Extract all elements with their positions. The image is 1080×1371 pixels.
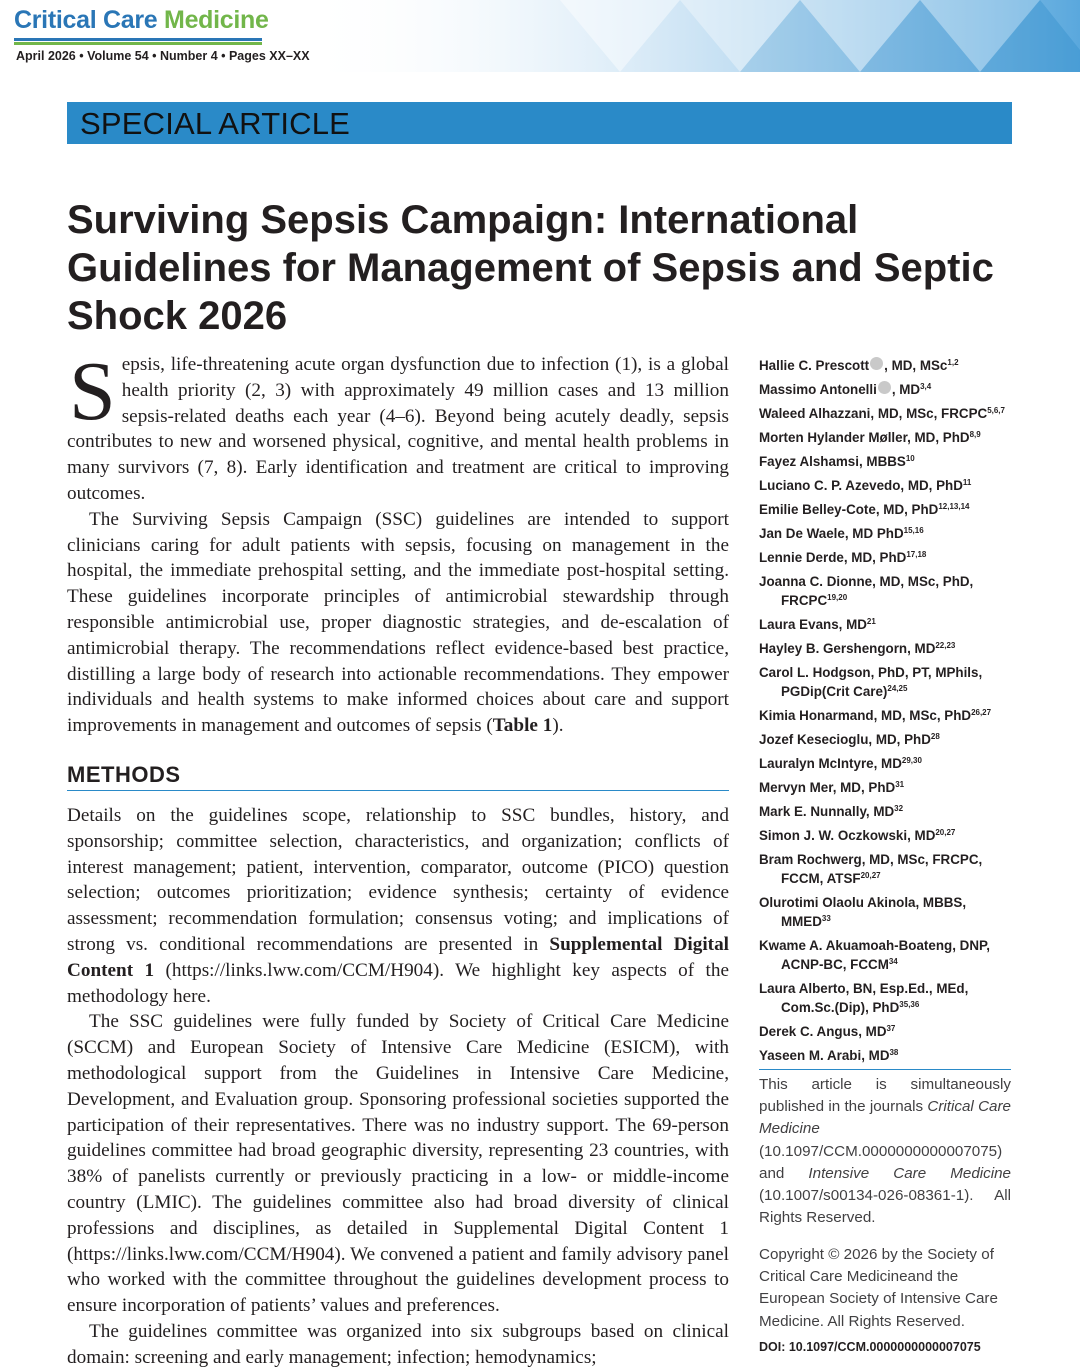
author-item [759,548,1019,567]
author-name[interactable]: Laura Alberto [759,981,846,996]
author-item [759,404,1019,423]
author-degrees: , MD, PhD [875,502,939,517]
author-degrees: , MD, PhD [843,550,907,565]
drop-cap: S [69,345,116,438]
author-affiliation: 33 [821,914,831,923]
author-affiliation: 17,18 [906,550,927,559]
author-degrees: , PhD, PT, MPhils, PGDip(Crit Care) [781,665,983,699]
author-degrees: , BN, Esp.Ed., MEd, Com.Sc.(Dip), PhD [781,981,969,1015]
author-degrees: , MD [873,756,902,771]
author-affiliation: 5,6,7 [987,406,1005,415]
author-degrees: , MD [891,382,921,397]
author-item [759,979,1019,1017]
author-affiliation: 26,27 [971,708,992,717]
author-affiliation: 31 [895,780,905,789]
journal-underline-blue [14,38,262,41]
author-item [759,428,1019,447]
author-item [759,754,1019,773]
author-item [759,802,1019,821]
author-item [759,1022,1019,1041]
author-degrees: , MD [865,804,895,819]
author-affiliation: 32 [894,804,904,813]
author-affiliation: 11 [962,478,972,487]
intro-section [67,345,729,739]
methods-section [67,803,729,1371]
author-item [759,850,1019,888]
author-item [759,572,1019,610]
table-1-link[interactable]: Table 1 [492,715,553,737]
methods-paragraph-3: The guidelines committee was organized into six subgroups based on clinical domain: screening and early management; infection; hemodynamics; [67,1320,729,1368]
issue-line: April 2026 • Volume 54 • Number 4 • Pages XX–XX [16,49,310,63]
journal-header [0,0,1080,72]
author-affiliation: 12,13,14 [938,502,970,511]
author-name[interactable]: Yaseen M. Arabi [759,1048,862,1063]
supplemental-content-link[interactable]: Supplemental Digital Content 1 [67,933,729,981]
author-name[interactable]: Bram Rochwerg [759,852,862,867]
author-affiliation: 38 [889,1048,899,1057]
journal-underline-green [14,42,262,45]
author-item [759,639,1019,658]
sidebar-divider [759,1069,1011,1070]
intro-paragraph-2: The Surviving Sepsis Campaign (SSC) guidelines are intended to support clinicians caring for adult patients with sepsis, focusing on management in the hospital, the immediate prehospital setting, and the immediate post-hospital setting. These guidelines incorporate principles of antimicrobial stewardship through responsible antimicrobial use, proper diagnostic strategies, and de-escalation of antimicrobial therapy. The recommendations reflect evidence-based best practice, distilling a large body of research into actionable recommendations. They empower individuals and health systems to make informed choices about care and support improvements in management and outcomes of sepsis (Table 1). [67,508,729,737]
author-name[interactable]: Morten Hylander Møller [759,430,908,445]
author-degrees: , MBBS, MMED [781,895,967,929]
author-affiliation: 34 [888,957,898,966]
author-item [759,730,1019,749]
author-name[interactable]: Fayez Alshamsi [759,454,859,469]
author-name[interactable]: Lauralyn McIntyre [759,756,874,771]
journal-name: Critical Care Medicine [14,6,269,34]
author-name[interactable]: Lennie Derde [759,550,844,565]
author-affiliation: 3,4 [920,382,932,391]
author-item [759,893,1019,931]
author-affiliation: 28 [930,732,940,741]
methods-paragraph-1: Details on the guidelines scope, relationship to SSC bundles, history, and sponsorship; committee selection, characteristics, and organization; conflicts of interest management; patient, intervention, comparator, outcome (PICO) question selection; outcomes prioritization; evidence synthesis; certainty of evidence assessment; recommendation formulation; consensus voting; and implications of strong vs. conditional recommendations are presented in Supplemental Digital Content 1 (https://links.lww.com/CCM/H904). We highlight key aspects of the methodology here. [67,805,729,1007]
author-item [759,380,1019,399]
author-degrees: , MD, MSc, FRCPC, FCCM, ATSF [781,852,983,886]
author-name[interactable]: Hallie C. Prescott [759,358,870,373]
author-degrees: , MD PhD [844,526,904,541]
author-affiliation: 22,23 [935,641,956,650]
orcid-icon[interactable] [878,381,891,394]
author-degrees: , MD [858,1024,887,1039]
author-item [759,356,1019,375]
author-name[interactable]: Olurotimi Olaolu Akinola [759,895,916,910]
article-title: Surviving Sepsis Campaign: International Guidelines for Management of Sepsis and Septic Shock 2026 [67,198,994,338]
author-affiliation: 29,30 [901,756,922,765]
author-name[interactable]: Emilie Belley-Cote [759,502,876,517]
author-item [759,615,1019,634]
methods-heading: METHODS [67,762,729,791]
author-name[interactable]: Luciano C. P. Azevedo [759,478,901,493]
author-name[interactable]: Waleed Alhazzani [759,406,871,421]
author-item [759,778,1019,797]
author-item [759,524,1019,543]
author-item [759,500,1019,519]
doi[interactable]: DOI: 10.1097/CCM.0000000000007075 [759,1340,981,1354]
author-affiliation: 37 [886,1024,896,1033]
author-item [759,706,1019,725]
author-item [759,936,1019,974]
author-degrees: , MD [907,641,936,656]
author-affiliation: 24,25 [887,684,908,693]
author-degrees: , MD, MSc, PhD, FRCPC [781,574,974,608]
orcid-icon[interactable] [870,357,883,370]
author-degrees: , MD, PhD [832,780,896,795]
copyright-note: Copyright © 2026 by the Society of Critical Care Medicineand the European Society of Intensive Care Medicine. All Rights Reserved. [759,1246,998,1330]
intro-paragraph-1: Sepsis, life-threatening acute organ dysfunction due to infection (1), is a global health priority (2, 3) with approximately 49 million cases and 13 million sepsis-related deaths each year (4–6). Beyond being acutely deadly, sepsis contributes to new and worsened physical, cognitive, and mental health problems in many survivors (7, 8). Early identification and treatment are critical to improving outcomes. [67,345,729,504]
author-item [759,452,1019,471]
methods-paragraph-2: The SSC guidelines were fully funded by Society of Critical Care Medicine (SCCM) and European Society of Intensive Care Medicine (ESICM), with methodological support from the Guidelines in Intensive Care Medicine, Development, and Evaluation group. Sponsoring professional societies supported the participation of their representatives. There was no industry support. The 69-person guidelines committee had broad geographic diversity, representing 23 countries, with 38% of panelists currently or previously practicing in a low- or middle-income country (LMIC). The guidelines committee also had broad diversity of clinical professions and disciplines, as detailed in Supplemental Digital Content 1 (https://links.lww.com/CCM/H904). We convened a patient and family advisory panel who worked with the committee throughout the guidelines development process to ensure incorporation of patients’ values and preferences. [67,1011,729,1317]
author-name[interactable]: Mervyn Mer [759,780,833,795]
author-degrees: , MD, MSc, FRCPC [870,406,988,421]
author-list [759,356,1019,1070]
author-affiliation: 10 [905,454,915,463]
author-name[interactable]: Kwame A. Akuamoah-Boateng [759,938,953,953]
author-name[interactable]: Simon J. W. Oczkowski [759,828,908,843]
author-affiliation: 20,27 [860,871,881,880]
author-item [759,476,1019,495]
author-degrees: , MD, PhD [900,478,963,493]
author-degrees: , MD, MSc, PhD [873,708,972,723]
author-name[interactable]: Mark E. Nunnally [759,804,866,819]
author-affiliation: 20,27 [935,828,956,837]
author-item [759,1046,1019,1065]
author-name[interactable]: Massimo Antonelli [759,382,877,397]
author-name[interactable]: Derek C. Angus [759,1024,859,1039]
author-name[interactable]: Hayley B. Gershengorn [759,641,908,656]
author-affiliation: 21 [866,617,876,626]
author-name[interactable]: Joanna C. Dionne [759,574,873,589]
section-label: SPECIAL ARTICLE [80,106,351,141]
author-affiliation: 15,16 [903,526,924,535]
author-affiliation: 1,2 [947,358,959,367]
author-affiliation: 8,9 [969,430,981,439]
author-name[interactable]: Jozef Kesecioglu [759,732,869,747]
section-banner [67,102,1012,144]
author-name[interactable]: Kimia Honarmand [759,708,874,723]
author-degrees: , MD, MSc [884,358,948,373]
author-degrees: , MBBS [858,454,906,469]
author-degrees: , MD, PhD [868,732,931,747]
author-affiliation: 35,36 [899,1000,920,1009]
author-degrees: , MD, PhD [907,430,970,445]
author-degrees: , MD [838,617,867,632]
author-name[interactable]: Laura Evans [759,617,839,632]
author-degrees: , MD [861,1048,890,1063]
author-degrees: , DNP, ACNP-BC, FCCM [781,938,990,972]
author-item [759,663,1019,701]
author-name[interactable]: Jan De Waele [759,526,845,541]
author-item [759,826,1019,845]
author-affiliation: 19,20 [827,593,848,602]
simultaneous-publication-note: This article is simultaneously published in the journals Critical Care Medicine (10.1097/CCM.0000000000007075) and Intensive Care Medicine (10.1007/s00134-026-08361-1). All Rights Reserved. [759,1076,1011,1227]
author-degrees: , MD [907,828,936,843]
author-name[interactable]: Carol L. Hodgson [759,665,871,680]
